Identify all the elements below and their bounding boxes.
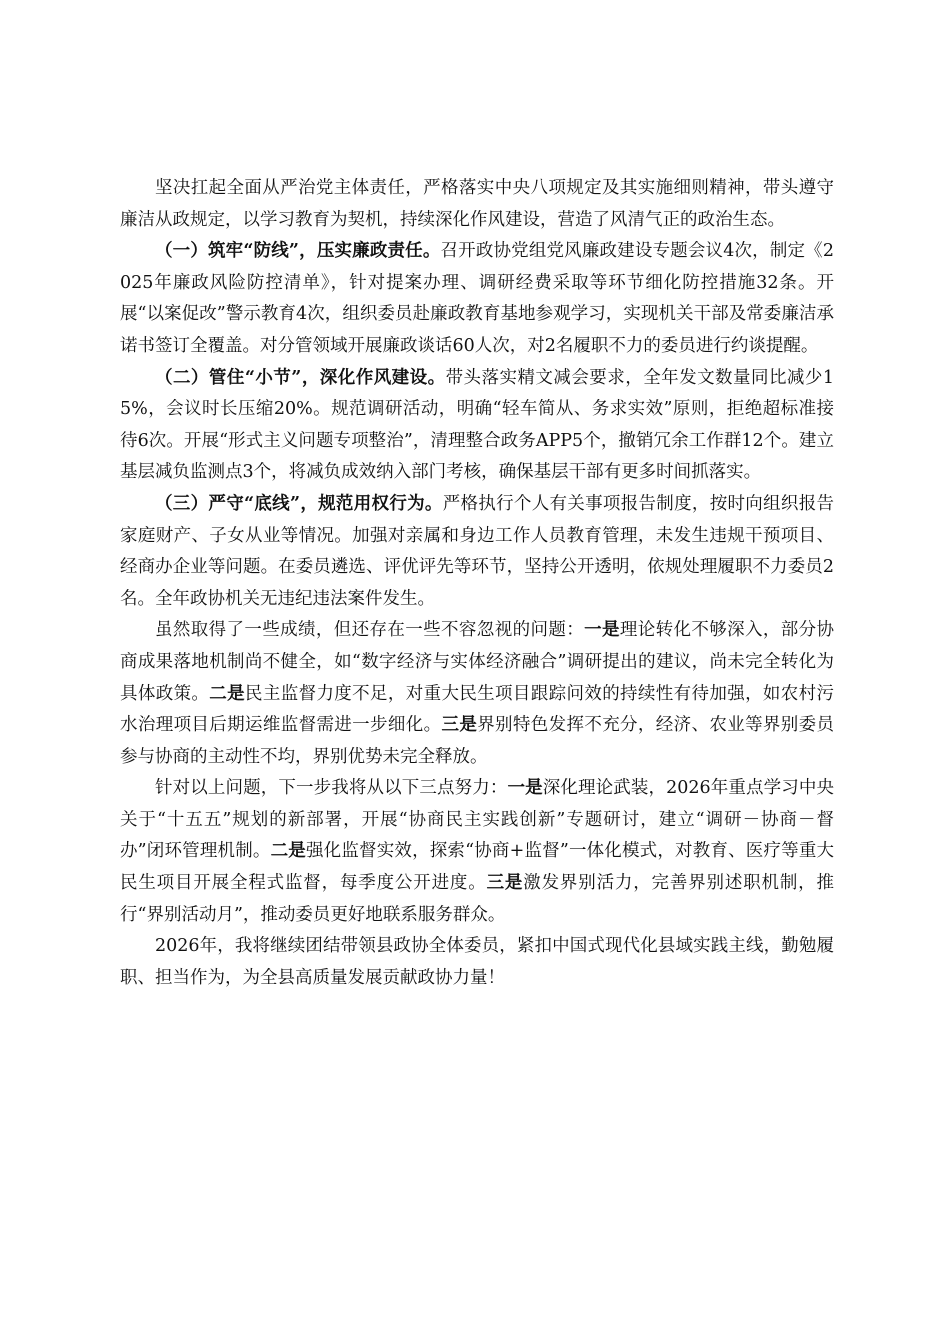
problems-item-3: 界别特色发挥不充分，经济、农业等界别委员参与协商的主动性不均，界别优势未完全释放。 [120,715,835,767]
paragraph-section-1 [120,236,834,362]
next-steps-item-3: 激发界别活力，完善界别述职机制，推行“界别活动月”，推动委员更好地联系服务群众。 [120,873,835,925]
next-steps-marker-3: 三是 [486,873,524,894]
section-2-heading: （二）管住“小节”，深化作风建设。 [155,367,446,388]
section-1-text: 召开政协党组党风廉政建设专题会议4次，制定《2025年廉政风险防控清单》，针对提案办理、调研经费采取等环节细化防控措施32条。开展“以案促改”警示教育4次，组织委员赴廉政教育基地参观学习，实现机关干部及常委廉洁承诺书签订全覆盖。对分管领域开展廉政谈话60人次，对2名履职不力的委员进行约谈提醒。 [120,241,834,356]
problems-marker-1: 一是 [584,620,620,641]
next-steps-intro: 针对以上问题，下一步我将从以下三点努力： [155,778,508,799]
section-1-heading: （一）筑牢“防线”，压实廉政责任。 [155,241,441,262]
paragraph-next-steps [120,773,834,931]
paragraph-intro-text: 坚决扛起全面从严治党主体责任，严格落实中央八项规定及其实施细则精神，带头遵守廉洁从政规定，以学习教育为契机，持续深化作风建设，营造了风清气正的政治生态。 [120,178,834,230]
problems-intro: 虽然取得了一些成绩，但还存在一些不容忽视的问题： [155,620,585,641]
problems-marker-3: 三是 [441,715,478,736]
next-steps-marker-1: 一是 [507,778,543,799]
section-2-text: 带头落实精文减会要求，全年发文数量同比减少15%，会议时长压缩20%。规范调研活动，明确“轻车简从、务求实效”原则，拒绝超标准接待6次。开展“形式主义问题专项整治”，清理整合政务APP5个，撤销冗余工作群12个。建立基层减负监测点3个，将减负成效纳入部门考核，确保基层干部有更多时间抓落实。 [120,367,834,483]
paragraph-problems [120,615,834,773]
next-steps-marker-2: 二是 [270,841,306,862]
problems-item-2: 民主监督力度不足，对重大民生项目跟踪问效的持续性有待加强，如农村污水治理项目后期运维监督需进一步细化。 [120,683,835,736]
section-3-text: 严格执行个人有关事项报告制度，按时向组织报告家庭财产、子女从业等情况。加强对亲属和身边工作人员教育管理，未发生违规干预项目、经商办企业等问题。在委员遴选、评优评先等环节，坚持公开透明，依规处理履职不力委员2名。全年政协机关无违纪违法案件发生。 [120,493,834,609]
conclusion-text: 2026年，我将继续团结带领县政协全体委员，紧扣中国式现代化县域实践主线，勤勉履职、担当作为，为全县高质量发展贡献政协力量！ [120,936,834,988]
section-3-heading: （三）严守“底线”，规范用权行为。 [155,493,443,514]
paragraph-intro [120,173,834,236]
next-steps-item-2: 强化监督实效，探索“协商+监督”一体化模式，对教育、医疗等重大民生项目开展全程式监督，每季度公开进度。 [120,841,834,894]
next-steps-item-1: 深化理论武装，2026年重点学习中央关于“十五五”规划的新部署，开展“协商民主实践创新”专题研讨，建立“调研－协商－督办”闭环管理机制。 [120,778,835,862]
paragraph-section-3 [120,489,834,615]
paragraph-conclusion [120,931,834,994]
paragraph-section-2 [120,363,834,489]
problems-item-1: 理论转化不够深入，部分协商成果落地机制尚不健全，如“数字经济与实体经济融合”调研提出的建议，尚未完全转化为具体政策。 [120,620,835,704]
document-body [120,173,834,994]
problems-marker-2: 二是 [209,683,246,704]
